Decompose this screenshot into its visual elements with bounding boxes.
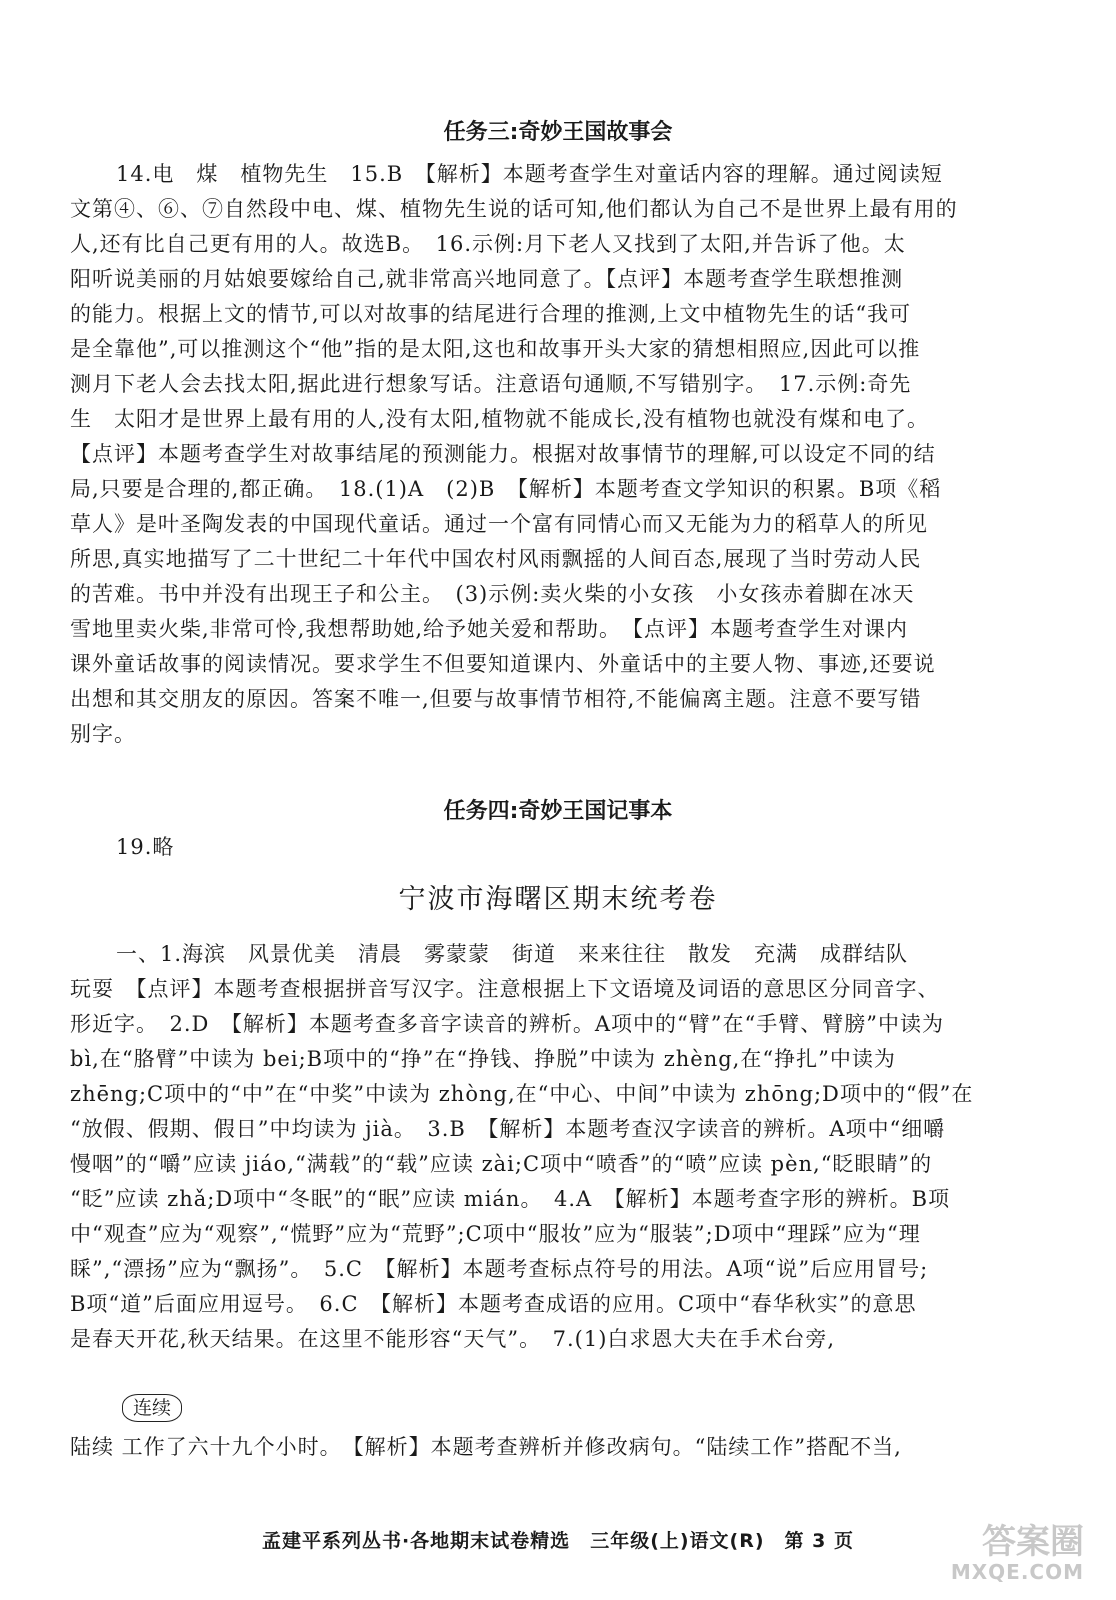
exam-answers-continued [70,1430,1030,1465]
text-line: 所思,真实地描写了二十世纪二十年代中国农村风雨飘摇的人间百态,展现了当时劳动人民 [70,547,922,571]
text-line: 文第④、⑥、⑦自然段中电、煤、植物先生说的话可知,他们都认为自己不是世界上最有用的 [70,197,958,221]
text-line: 是春天开花,秋天结果。在这里不能形容“天气”。 7.(1)白求恩大夫在手术台旁, [70,1327,836,1351]
page-footer: 孟建平系列丛书·各地期末试卷精选 三年级(上)语文(R) 第 3 页 [261,1530,855,1552]
text-line: 玩耍 【点评】本题考查根据拼音写汉字。注意根据上下文语境及词语的意思区分同音字、 [70,977,940,1001]
text-line: 【点评】本题考查学生对故事结尾的预测能力。根据对故事情节的理解,可以设定不同的结 [70,442,936,466]
text-line: “放假、假期、假日”中均读为 jià。 3.B 【解析】本题考查汉字读音的辨析。A项中“细嚼 [70,1117,946,1141]
text-line: 的苦难。书中并没有出现王子和公主。 (3)示例:卖火柴的小女孩 小女孩赤着脚在冰天 [70,582,915,606]
text-line: 的能力。根据上文的情节,可以对故事的结尾进行合理的推测,上文中植物先生的话“我可 [70,302,912,326]
text-line: “眨”应读 zhǎ;D项中“冬眠”的“眠”应读 mián。 4.A 【解析】本题考查字形的辨析。B项 [70,1187,951,1211]
text-line: 出想和其交朋友的原因。答案不唯一,但要与故事情节相符,不能偏离主题。注意不要写错 [70,687,922,711]
text-line: B项“道”后面应用逗号。 6.C 【解析】本题考查成语的应用。C项中“春华秋实”的意思 [70,1292,917,1316]
text-line: 14.电 煤 植物先生 15.B 【解析】本题考查学生对童话内容的理解。通过阅读短 [116,162,943,186]
text-line: 人,还有比自己更有用的人。故选B。 16.示例:月下老人又找到了太阳,并告诉了他。太 [70,232,906,256]
text-line: 中“观查”应为“观察”,“慌野”应为“荒野”;C项中“服妆”应为“服装”;D项中“理踩”应为“理 [70,1222,921,1246]
text-line: 别字。 [70,722,136,746]
text-line: 测月下老人会去找太阳,据此进行想象写话。注意语句通顺,不写错别字。 17.示例:奇先 [70,372,912,396]
text-line: 雪地里卖火柴,非常可怜,我想帮助她,给予她关爱和帮助。 【点评】本题考查学生对课内 [70,617,909,641]
section-4-answers [70,830,1030,865]
correction-mark: 连续 [122,1394,182,1422]
text-line: 课外童话故事的阅读情况。要求学生不但要知道课内、外童话中的主要人物、事迹,还要说 [70,652,936,676]
text-line: 19.略 [116,835,175,859]
text-line: 是全靠他”,可以推测这个“他”指的是太阳,这也和故事开头大家的猜想相照应,因此可以推 [70,337,921,361]
section-4-heading: 任务四:奇妙王国记事本 [443,799,673,824]
watermark-site: MXQE.COM [950,1560,1084,1584]
text-line: 阳听说美丽的月姑娘要嫁给自己,就非常高兴地同意了。【点评】本题考查学生联想推测 [70,267,904,291]
watermark-mark: 答案圈 [982,1522,1084,1562]
watermark-logo [914,1512,1094,1592]
exam-title: 宁波市海曙区期末统考卷 [398,884,718,915]
text-line: zhēng;C项中的“中”在“中奖”中读为 zhòng,在“中心、中间”中读为 zhōng;D项中的“假”在 [70,1082,974,1106]
text-line: 一、1.海滨 风景优美 清晨 雾蒙蒙 街道 来来往往 散发 充满 成群结队 [116,942,909,966]
section-3-answers [70,157,1030,752]
section-3-heading: 任务三:奇妙王国故事会 [443,120,673,145]
exam-answers [70,937,1030,1357]
text-line: 陆续 工作了六十九个小时。 【解析】本题考查辨析并修改病句。“陆续工作”搭配不当, [70,1435,902,1459]
text-line: 生 太阳才是世界上最有用的人,没有太阳,植物就不能成长,没有植物也就没有煤和电了。 [70,407,930,431]
text-line: 形近字。 2.D 【解析】本题考查多音字读音的辨析。A项中的“臂”在“手臂、臂膀”中读为 [70,1012,944,1036]
text-line: 局,只要是合理的,都正确。 18.(1)A (2)B 【解析】本题考查文学知识的积累。B项《稻 [70,477,942,501]
text-line: 草人》是叶圣陶发表的中国现代童话。通过一个富有同情心而又无能为力的稻草人的所见 [70,512,928,536]
text-line: 慢咽”的“嚼”应读 jiáo,“满载”的“载”应读 zài;C项中“喷香”的“喷”应读 pèn,“眨眼睛”的 [70,1152,933,1176]
text-line: 睬”,“漂扬”应为“飘扬”。 5.C 【解析】本题考查标点符号的用法。A项“说”后应用冒号; [70,1257,929,1281]
text-line: bì,在“胳臂”中读为 bei;B项中的“挣”在“挣钱、挣脱”中读为 zhèng,在“挣扎”中读为 [70,1047,896,1071]
